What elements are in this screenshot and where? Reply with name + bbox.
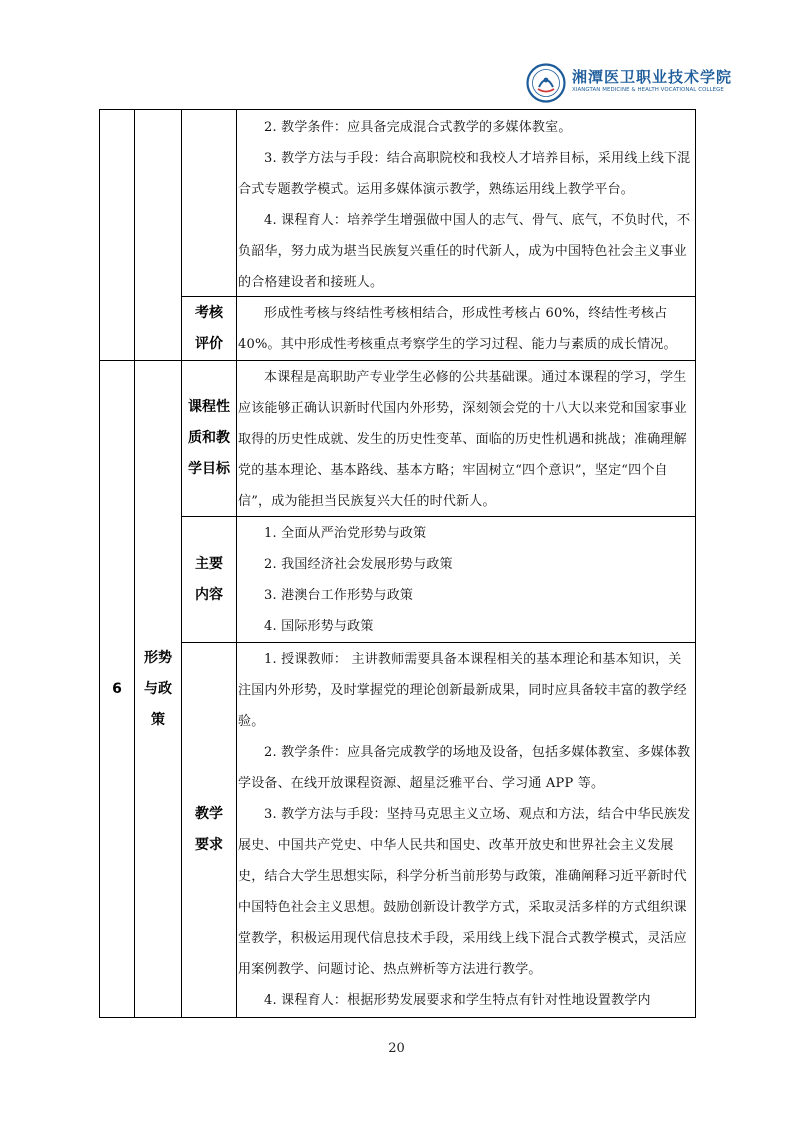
requirement-item: 4. 课程育人：培养学生增强做中国人的志气、骨气、底气，不负时代，不负韶华，努力成为堪当民族复兴重任的时代新人，成为中国特色社会主义事业的合格建设者和接班人。 xyxy=(238,213,691,290)
requirements-cell xyxy=(238,644,693,1016)
content-item: 3. 港澳台工作形势与政策 xyxy=(264,588,414,603)
nature-cell xyxy=(238,362,693,517)
requirement-item: 4. 课程育人：根据形势发展要求和学生特点有针对性地设置教学内 xyxy=(264,993,651,1008)
content-cell xyxy=(238,518,693,642)
college-name-en: XIANGTAN MEDICINE & HEALTH VOCATIONAL COLLEGE xyxy=(572,87,724,93)
content-label: 主要 内容 xyxy=(195,555,223,603)
requirement-item: 1. 授课教师： 主讲教师需要具备本课程相关的基本理论和基本知识，关注国内外形势，及时掌握党的理论创新最新成果，同时应具备较丰富的教学经验。 xyxy=(238,652,687,729)
nature-label: 课程性 质和教 学目标 xyxy=(188,399,230,477)
course-name: 形势 与政 策 xyxy=(144,649,172,728)
assessment-text: 形成性考核与终结性考核相结合，形成性考核占 60%，终结性考核占 40%。其中形成性考核重点考察学生的学习过程、能力与素质的成长情况。 xyxy=(238,306,677,352)
requirement-item: 2. 教学条件：应具备完成混合式教学的多媒体教室。 xyxy=(264,120,572,135)
assessment-label: 考核 评价 xyxy=(195,304,223,352)
content-item: 4. 国际形势与政策 xyxy=(264,619,374,634)
college-emblem-icon xyxy=(526,63,566,103)
assessment-cell xyxy=(238,298,693,360)
content-item: 1. 全面从严治党形势与政策 xyxy=(264,526,427,541)
course-number: 6 xyxy=(112,680,122,697)
page-number: 20 xyxy=(388,1041,405,1056)
college-logo xyxy=(526,63,733,105)
content-item: 2. 我国经济社会发展形势与政策 xyxy=(264,557,453,572)
college-name: 湘潭医卫职业技术学院 xyxy=(572,68,733,86)
course-table xyxy=(99,109,696,1018)
nature-text: 本课程是高职助产专业学生必修的公共基础课。通过本课程的学习，学生应该能够正确认识新时代国内外形势，深刻领会党的十八大以来党和国家事业取得的历史性成就、发生的历史性变革、面临的历史性机遇和挑战；准确理解党的基本理论、基本路线、基本方略；牢固树立“四个意识”，坚定“四个自信”，成为能担当民族复兴大任的时代新人。 xyxy=(238,370,687,509)
requirements-cell-continued xyxy=(238,112,693,298)
requirements-label: 教学 要求 xyxy=(195,806,223,853)
row-divider xyxy=(181,642,696,643)
requirement-item: 3. 教学方法与手段：坚持马克思主义立场、观点和方法，结合中华民族发展史、中国共产党史、中华人民共和国史、改革开放史和世界社会主义发展史，结合大学生思想实际，科学分析当前形势与政策，准确阐释习近平新时代中国特色社会主义思想。鼓励创新设计教学方式，采取灵活多样的方式组织课堂教学，积极运用现代信息技术手段，采用线上线下混合式教学模式，灵活应用案例教学、问题讨论、热点辨析等方法进行教学。 xyxy=(238,807,691,977)
requirement-item: 3. 教学方法与手段：结合高职院校和我校人才培养目标，采用线上线下混合式专题教学模式。运用多媒体演示教学，熟练运用线上教学平台。 xyxy=(238,151,691,197)
column-divider xyxy=(236,110,237,1017)
requirement-item: 2. 教学条件：应具备完成教学的场地及设备，包括多媒体教室、多媒体教学设备、在线开放课程资源、超星泛雅平台、学习通 APP 等。 xyxy=(238,745,691,791)
